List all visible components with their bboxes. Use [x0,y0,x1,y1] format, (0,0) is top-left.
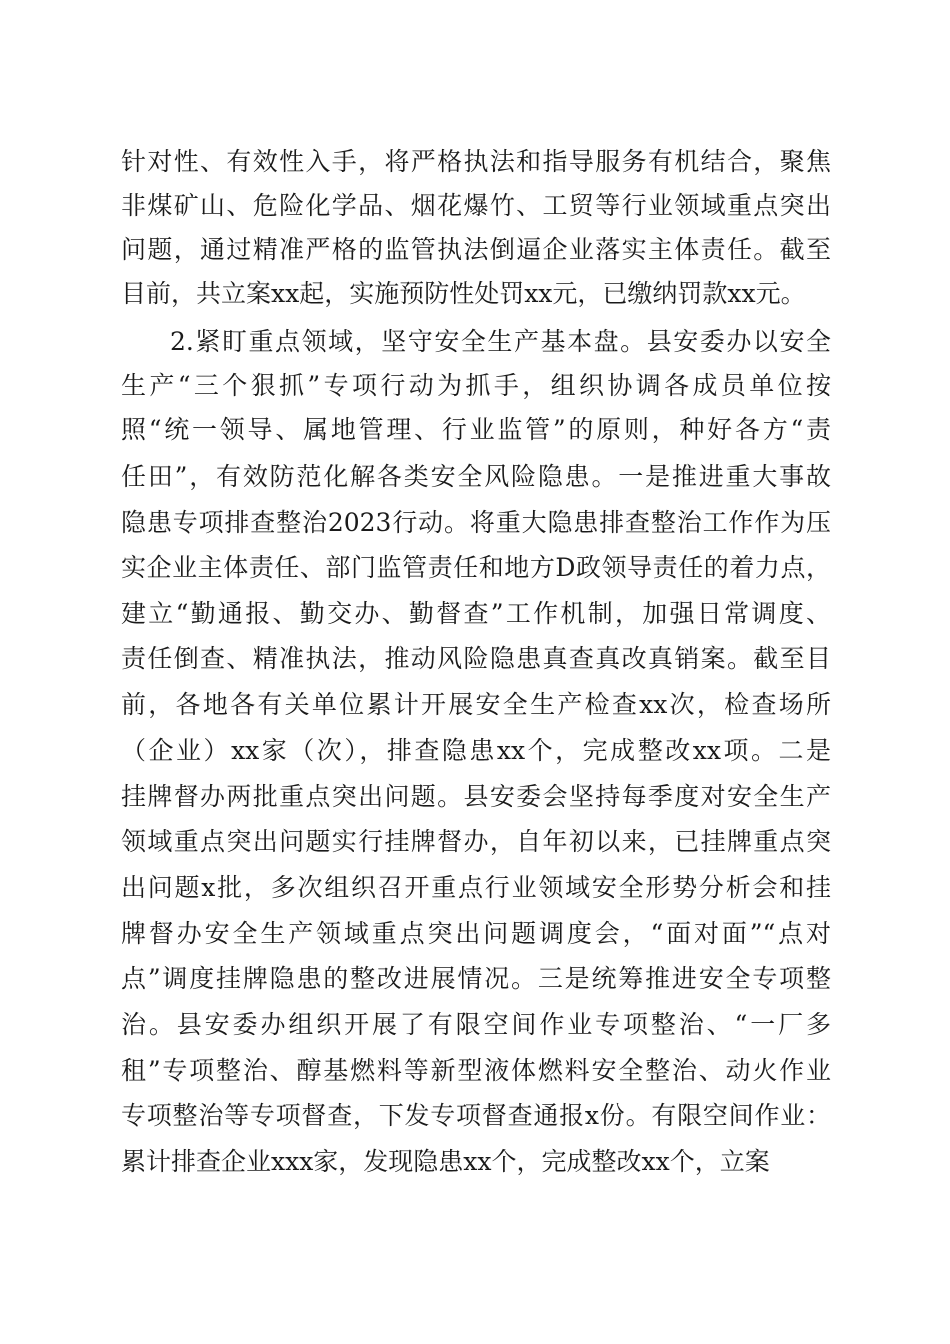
text-line-18: 牌督办安全生产领域重点突出问题调度会，“面对面”“点对 [121,919,831,948]
text-line-8: 任田”，有效防范化解各类安全风险隐患。一是推进重大事故 [121,462,831,491]
text-line-2: 非煤矿山、危险化学品、烟花爆竹、工贸等行业领域重点突出 [121,191,831,220]
text-line-10: 实企业主体责任、部门监管责任和地方D政领导责任的着力点， [121,553,831,582]
text-line-15: 挂牌督办两批重点突出问题。县安委会坚持每季度对安全生产 [121,782,831,811]
text-line-9: 隐患专项排查整治2023行动。将重大隐患排查整治工作作为压 [121,508,831,537]
text-line-13: 前，各地各有关单位累计开展安全生产检查xx次，检查场所 [121,690,831,719]
text-line-6: 生产“三个狠抓”专项行动为抓手，组织协调各成员单位按 [121,371,831,400]
text-line-17: 出问题x批，多次组织召开重点行业领域安全形势分析会和挂 [121,873,831,902]
text-line-21: 租”专项整治、醇基燃料等新型液体燃料安全整治、动火作业 [121,1056,831,1085]
text-line-14: （企业）xx家（次），排查隐患xx个，完成整改xx项。二是 [121,736,831,765]
text-line-3: 问题，通过精准严格的监管执法倒逼企业落实主体责任。截至 [121,235,831,264]
text-line-12: 责任倒查、精准执法，推动风险隐患真查真改真销案。截至目 [121,644,831,673]
text-line-5: 2.紧盯重点领域，坚守安全生产基本盘。县安委办以安全 [170,327,831,356]
text-line-7: 照“统一领导、属地管理、行业监管”的原则，种好各方“责 [121,415,831,444]
text-line-19: 点”调度挂牌隐患的整改进展情况。三是统筹推进安全专项整 [121,964,831,993]
text-line-11: 建立“勤通报、勤交办、勤督查”工作机制，加强日常调度、 [121,599,831,628]
text-line-22: 专项整治等专项督查，下发专项督查通报x份。有限空间作业： [121,1101,831,1130]
text-line-23: 累计排查企业xxx家，发现隐患xx个，完成整改xx个，立案 [121,1147,770,1176]
text-line-4: 目前，共立案xx起，实施预防性处罚xx元，已缴纳罚款xx元。 [121,279,806,308]
text-line-16: 领域重点突出问题实行挂牌督办，自年初以来，已挂牌重点突 [121,827,831,856]
text-line-20: 治。县安委办组织开展了有限空间作业专项整治、“一厂多 [121,1010,831,1039]
text-line-1: 针对性、有效性入手，将严格执法和指导服务有机结合，聚焦 [121,147,831,176]
